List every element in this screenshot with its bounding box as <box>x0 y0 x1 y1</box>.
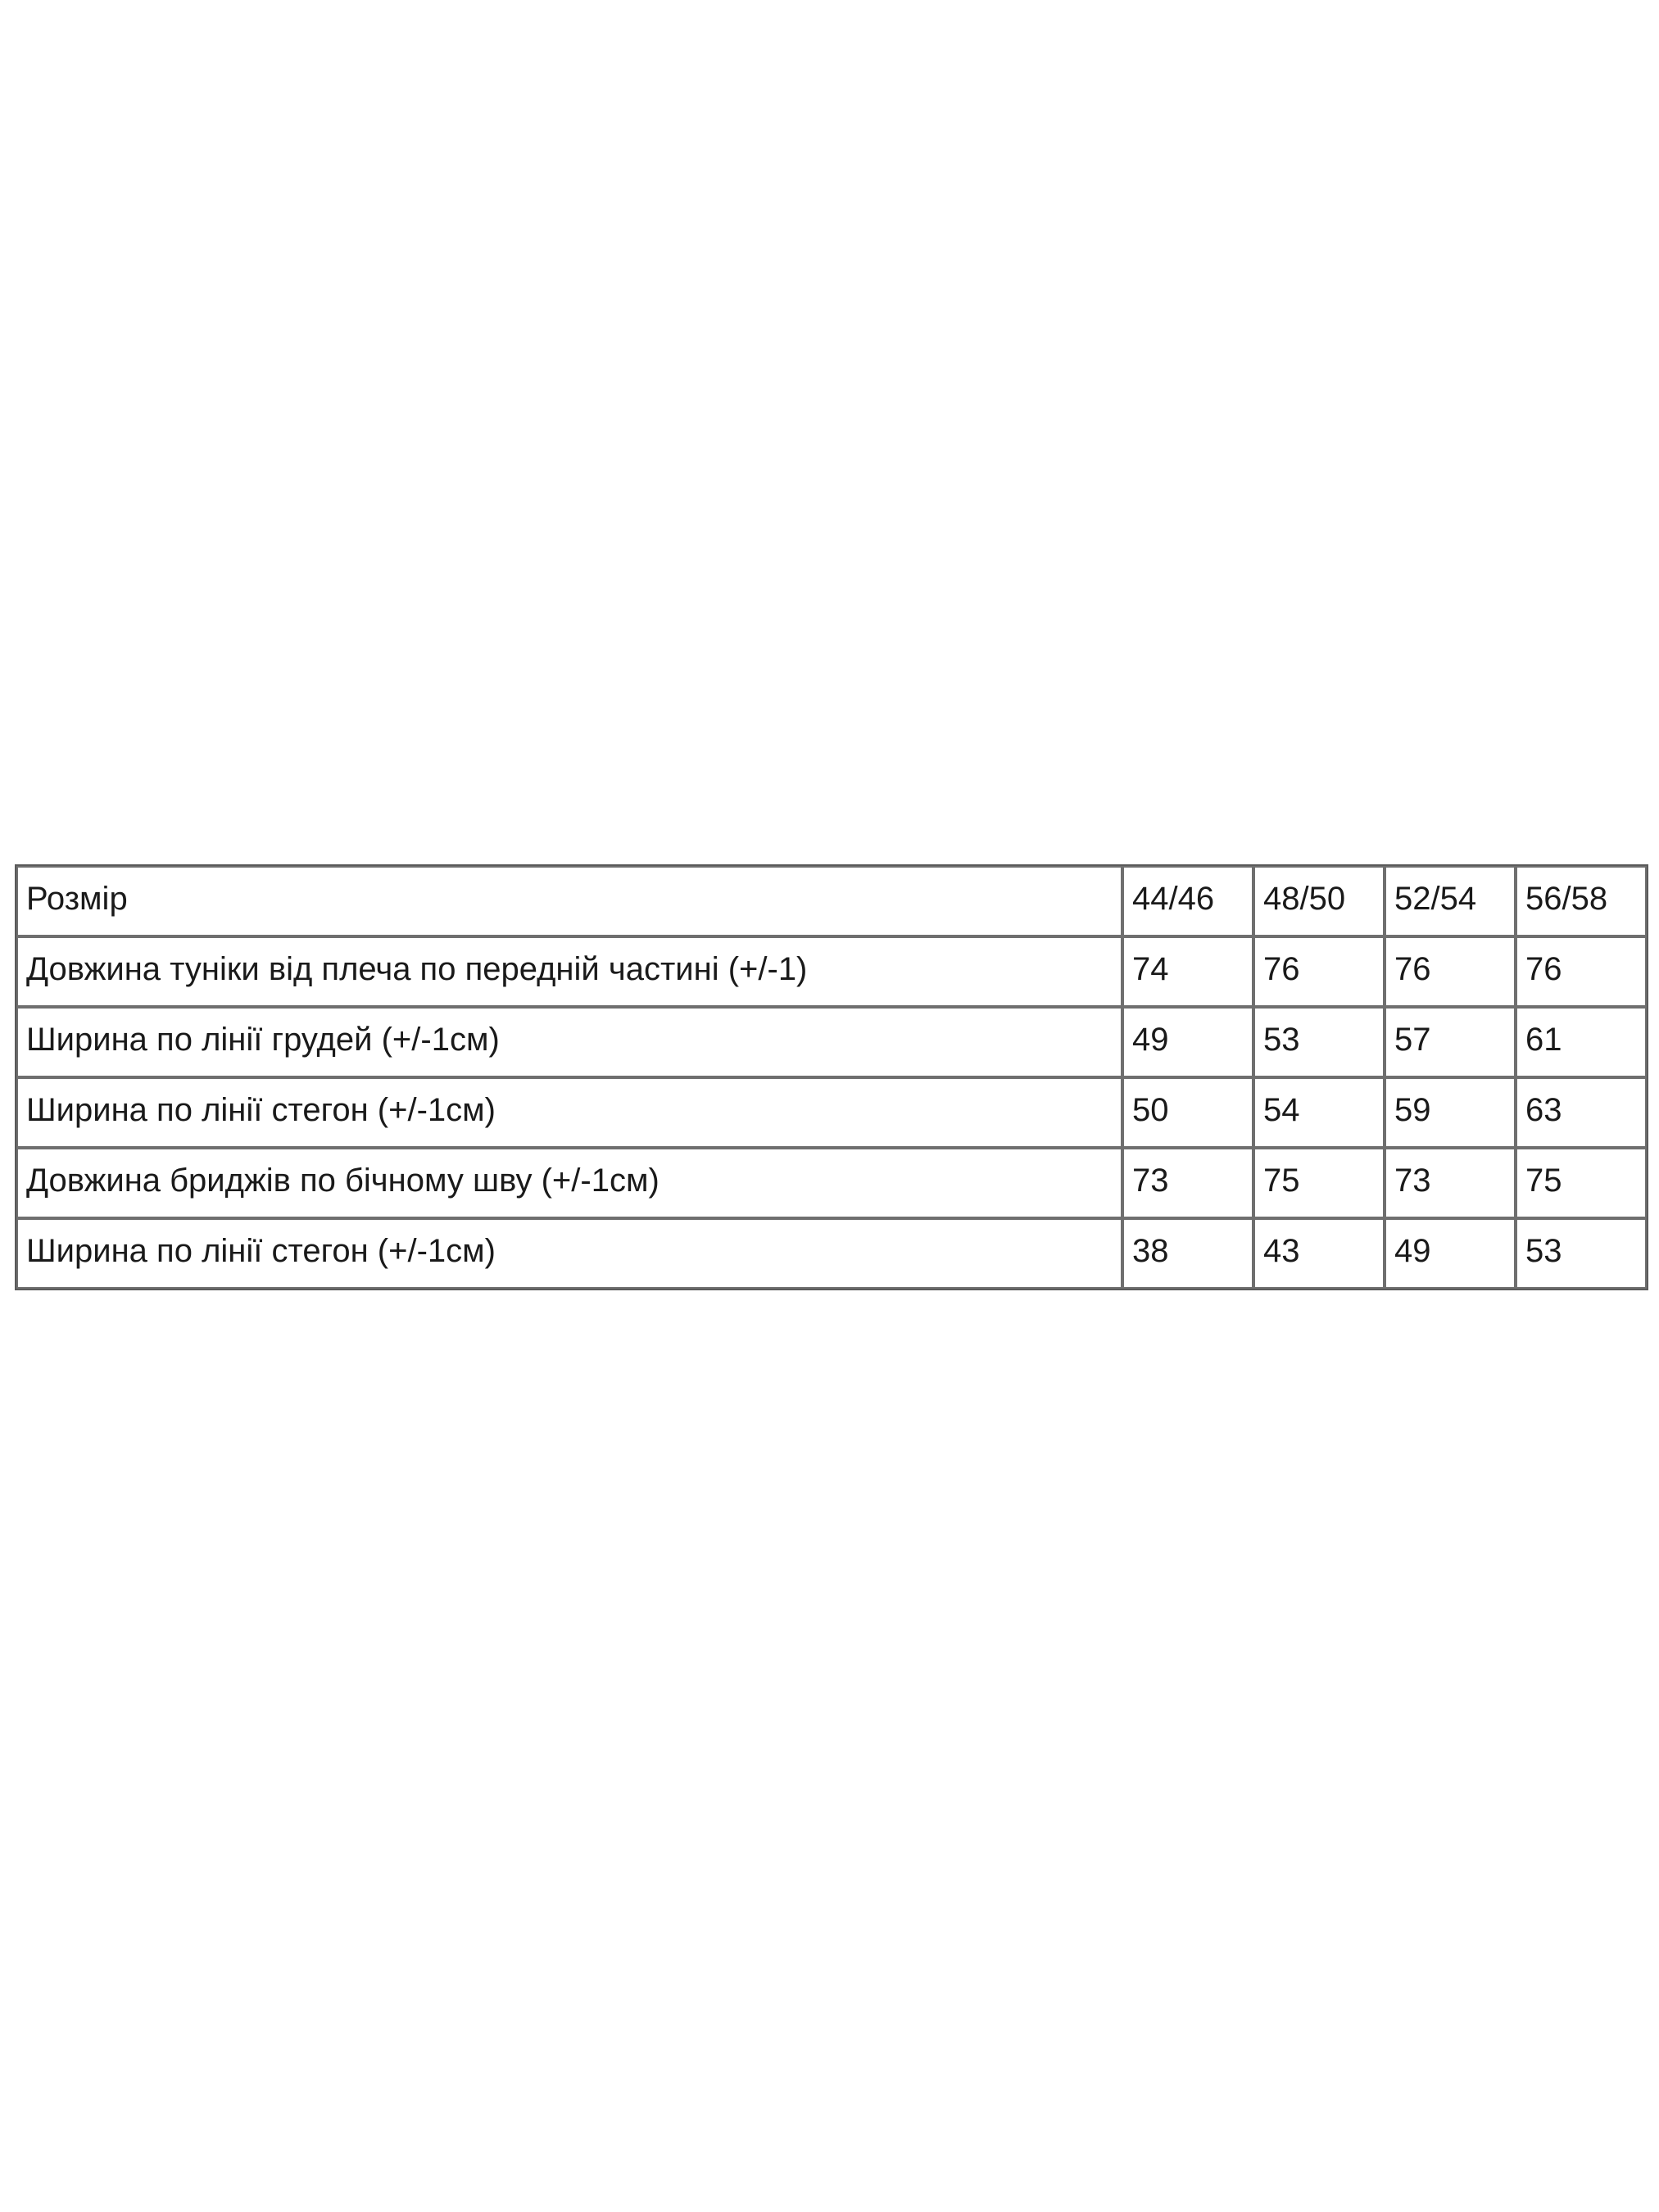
row-value: 75 <box>1516 1148 1647 1218</box>
row-value: 54 <box>1253 1077 1385 1148</box>
table-header-row <box>16 866 1647 936</box>
row-value: 49 <box>1122 1007 1253 1077</box>
row-value: 50 <box>1122 1077 1253 1148</box>
header-size-44-46: 44/46 <box>1122 866 1253 936</box>
row-value: 73 <box>1122 1148 1253 1218</box>
row-value: 74 <box>1122 936 1253 1007</box>
row-value: 49 <box>1385 1218 1516 1289</box>
table-row <box>16 1077 1647 1148</box>
row-label: Ширина по лінії стегон (+/-1см) <box>16 1218 1122 1289</box>
table-row <box>16 1218 1647 1289</box>
row-value: 73 <box>1385 1148 1516 1218</box>
row-value: 63 <box>1516 1077 1647 1148</box>
row-label: Довжина туніки від плеча по передній частині (+/-1) <box>16 936 1122 1007</box>
size-chart-table <box>15 864 1648 1290</box>
table-row <box>16 1148 1647 1218</box>
row-value: 53 <box>1253 1007 1385 1077</box>
header-size-56-58: 56/58 <box>1516 866 1647 936</box>
row-label: Довжина бриджів по бічному шву (+/-1см) <box>16 1148 1122 1218</box>
row-value: 57 <box>1385 1007 1516 1077</box>
size-chart-container <box>15 864 1645 1290</box>
row-value: 76 <box>1385 936 1516 1007</box>
row-label: Ширина по лінії стегон (+/-1см) <box>16 1077 1122 1148</box>
row-value: 75 <box>1253 1148 1385 1218</box>
row-value: 53 <box>1516 1218 1647 1289</box>
row-value: 76 <box>1253 936 1385 1007</box>
table-row <box>16 1007 1647 1077</box>
row-value: 76 <box>1516 936 1647 1007</box>
header-label-cell: Розмір <box>16 866 1122 936</box>
header-size-52-54: 52/54 <box>1385 866 1516 936</box>
row-value: 61 <box>1516 1007 1647 1077</box>
row-value: 38 <box>1122 1218 1253 1289</box>
row-label: Ширина по лінії грудей (+/-1см) <box>16 1007 1122 1077</box>
row-value: 43 <box>1253 1218 1385 1289</box>
row-value: 59 <box>1385 1077 1516 1148</box>
table-row <box>16 936 1647 1007</box>
header-size-48-50: 48/50 <box>1253 866 1385 936</box>
